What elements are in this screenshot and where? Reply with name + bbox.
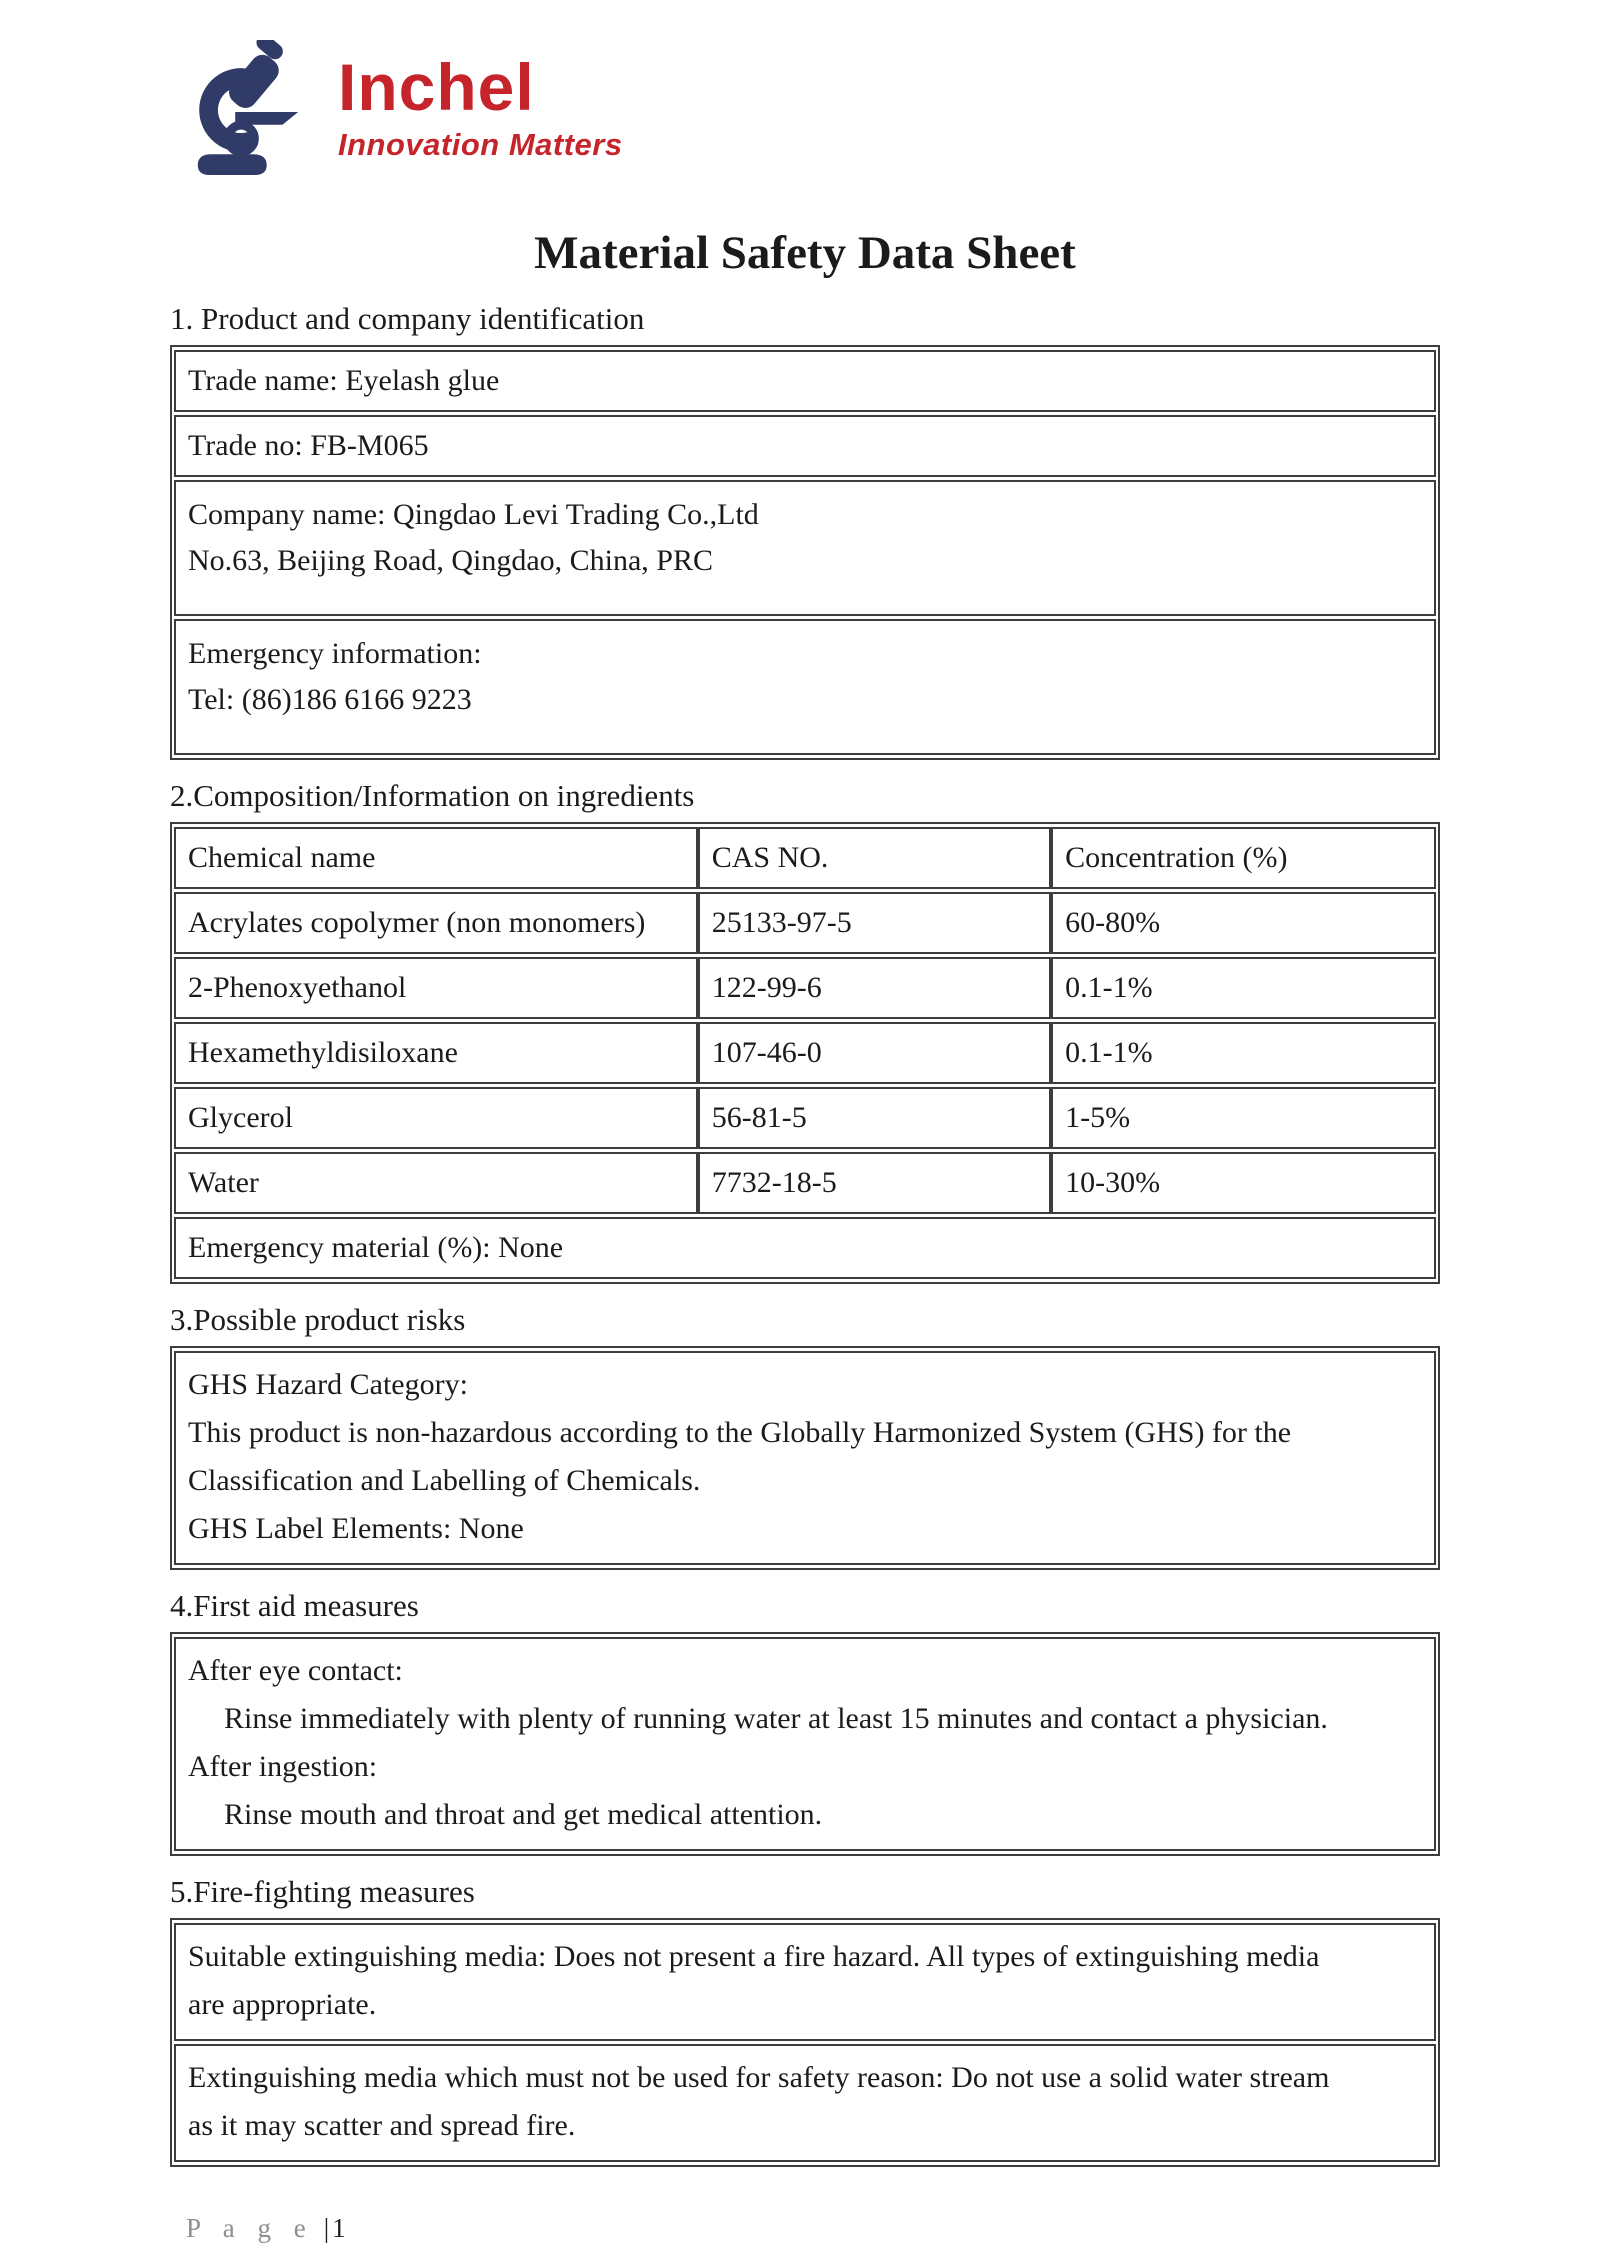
table-row <box>174 1087 1436 1149</box>
table-row <box>174 1217 1436 1279</box>
first-aid-cell <box>174 1637 1436 1851</box>
microscope-icon <box>184 40 312 176</box>
ghs-text-line: This product is non-hazardous according to the Globally Harmonized System (GHS) for the <box>188 1415 1292 1449</box>
fire-fighting-table <box>170 1918 1440 2167</box>
table-row <box>174 2044 1436 2162</box>
trade-no-cell: Trade no: FB-M065 <box>174 415 1436 477</box>
cas-no-cell: 122-99-6 <box>698 957 1051 1019</box>
emergency-tel-line: Tel: (86)186 6166 9223 <box>188 682 472 716</box>
suitable-media-cell <box>174 1923 1436 2041</box>
concentration-cell: 1-5% <box>1051 1087 1436 1149</box>
chemical-name-cell: Hexamethyldisiloxane <box>174 1022 698 1084</box>
page-number: |1 <box>323 2212 349 2243</box>
chemical-name-cell: Water <box>174 1152 698 1214</box>
table-row <box>174 1923 1436 2041</box>
table-row <box>174 1637 1436 1851</box>
trade-name-cell: Trade name: Eyelash glue <box>174 350 1436 412</box>
concentration-cell: 0.1-1% <box>1051 1022 1436 1084</box>
table-row <box>174 1152 1436 1214</box>
composition-table <box>170 822 1440 1284</box>
document-title: Material Safety Data Sheet <box>534 227 1076 279</box>
suitable-media-line: Suitable extinguishing media: Does not present a fire hazard. All types of extinguishing media <box>188 1939 1320 1973</box>
cas-no-cell: 56-81-5 <box>698 1087 1051 1149</box>
logo <box>184 40 1440 180</box>
forbidden-media-line: as it may scatter and spread fire. <box>188 2108 576 2142</box>
concentration-cell: 60-80% <box>1051 892 1436 954</box>
cas-no-cell: 7732-18-5 <box>698 1152 1051 1214</box>
page-label: P a g e <box>186 2212 314 2243</box>
section-3-heading: 3.Possible product risks <box>170 1301 466 1337</box>
emergency-info-line: Emergency information: <box>188 636 482 670</box>
suitable-media-line: are appropriate. <box>188 1987 377 2021</box>
concentration-cell: 0.1-1% <box>1051 957 1436 1019</box>
chemical-name-cell: Glycerol <box>174 1087 698 1149</box>
ghs-hazard-cell <box>174 1351 1436 1565</box>
table-row <box>174 892 1436 954</box>
table-row <box>174 1351 1436 1565</box>
eye-contact-instruction-line: Rinse immediately with plenty of running water at least 15 minutes and contact a physician. <box>224 1701 1328 1735</box>
ghs-text-line: Classification and Labelling of Chemicals. <box>188 1463 701 1497</box>
company-cell <box>174 480 1436 616</box>
table-row <box>174 415 1436 477</box>
section-4-heading: 4.First aid measures <box>170 1587 419 1623</box>
section-2-heading: 2.Composition/Information on ingredients <box>170 777 695 813</box>
table-row <box>174 619 1436 755</box>
chemical-name-header-cell: Chemical name <box>174 827 698 889</box>
forbidden-media-line: Extinguishing media which must not be used for safety reason: Do not use a solid water stream <box>188 2060 1330 2094</box>
emergency-material-cell: Emergency material (%): None <box>174 1217 1436 1279</box>
concentration-cell: 10-30% <box>1051 1152 1436 1214</box>
emergency-info-cell <box>174 619 1436 755</box>
product-company-table <box>170 345 1440 760</box>
chemical-name-cell: Acrylates copolymer (non monomers) <box>174 892 698 954</box>
ingestion-instruction-line: Rinse mouth and throat and get medical attention. <box>224 1797 823 1831</box>
table-row <box>174 1022 1436 1084</box>
table-row <box>174 350 1436 412</box>
cas-no-cell: 25133-97-5 <box>698 892 1051 954</box>
section-5-heading: 5.Fire-fighting measures <box>170 1873 475 1909</box>
table-row <box>174 957 1436 1019</box>
company-address-line: No.63, Beijing Road, Qingdao, China, PRC <box>188 543 713 577</box>
product-risks-table <box>170 1346 1440 1570</box>
first-aid-table <box>170 1632 1440 1856</box>
forbidden-media-cell <box>174 2044 1436 2162</box>
ghs-label-elements-line: GHS Label Elements: None <box>188 1511 524 1545</box>
cas-no-header-cell: CAS NO. <box>698 827 1051 889</box>
logo-text <box>338 40 623 163</box>
page-footer <box>186 2213 1440 2244</box>
table-row <box>174 480 1436 616</box>
brand-name: Inchel <box>338 50 535 124</box>
ingestion-line: After ingestion: <box>188 1749 378 1783</box>
company-name-line: Company name: Qingdao Levi Trading Co.,Ltd <box>188 497 759 531</box>
section-1-heading: 1. Product and company identification <box>170 300 645 336</box>
brand-tagline: Innovation Matters <box>338 127 623 162</box>
eye-contact-line: After eye contact: <box>188 1653 403 1687</box>
concentration-header-cell: Concentration (%) <box>1051 827 1436 889</box>
cas-no-cell: 107-46-0 <box>698 1022 1051 1084</box>
ghs-category-line: GHS Hazard Category: <box>188 1367 468 1401</box>
table-header-row <box>174 827 1436 889</box>
chemical-name-cell: 2-Phenoxyethanol <box>174 957 698 1019</box>
